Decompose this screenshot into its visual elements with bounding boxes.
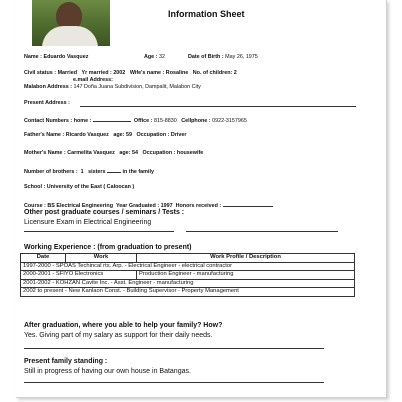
honors-label: Honors received : bbox=[175, 203, 222, 209]
dob-value: May 26, 1975 bbox=[225, 54, 258, 60]
name-value: Eduardo Vasquez bbox=[43, 54, 89, 60]
work-heading: Working Experience : (from graduation to present) bbox=[24, 244, 192, 251]
table-cell bbox=[21, 262, 355, 271]
table-row bbox=[21, 262, 355, 271]
email-label: e.mail Address: bbox=[73, 77, 113, 83]
yr-married-label: Yr married : bbox=[81, 70, 112, 76]
school-row bbox=[24, 185, 134, 190]
father-value: Ricardo Vasquez bbox=[65, 132, 109, 138]
table-header-row bbox=[21, 254, 355, 263]
contact-row bbox=[24, 117, 247, 124]
father-occupation-value: Driver bbox=[170, 132, 187, 138]
contact-label: Contact Numbers : home : bbox=[24, 118, 92, 124]
table-row bbox=[21, 279, 355, 288]
school-value: University of the East ( Caloocan ) bbox=[46, 184, 135, 190]
column-header-profile: Work Profile / Description bbox=[137, 254, 355, 263]
father-age-label: age: bbox=[113, 132, 125, 138]
row-date: 2001-2002 bbox=[23, 279, 51, 286]
office-value: 815-8830 bbox=[153, 118, 177, 124]
mother-age-value: 54 bbox=[131, 150, 138, 156]
row-date: 1997-2000 bbox=[23, 262, 51, 269]
wife-label: Wife's name : bbox=[129, 70, 165, 76]
present-address-label: Present Address : bbox=[24, 100, 70, 106]
name-row bbox=[24, 55, 88, 60]
standing-answer: Still in progress of having our own house in Batangas. bbox=[24, 368, 191, 375]
help-question: After graduation, where you able to help your family? How? bbox=[24, 322, 223, 329]
name-label: Name : bbox=[24, 54, 42, 60]
dob-row bbox=[188, 55, 258, 60]
brothers-value: 1 bbox=[80, 169, 84, 175]
cell-label: Cellphone : bbox=[181, 118, 211, 124]
malabon-value: 147 Doña Juana Subdivision, Dampalit, Malabon City bbox=[73, 84, 201, 90]
row-text: - New Kanlaon Const. - Building Supervisor - Property Management bbox=[64, 288, 239, 295]
honors-blank bbox=[223, 202, 273, 207]
father-age-value: 59 bbox=[125, 132, 132, 138]
row-date: 2000-2001 bbox=[23, 271, 51, 278]
school-label: School : bbox=[24, 184, 46, 190]
age-value: 32 bbox=[158, 54, 165, 60]
table-cell bbox=[21, 271, 137, 280]
family-suffix: in the family bbox=[122, 169, 154, 175]
column-header-work: Work bbox=[66, 254, 137, 263]
siblings-row bbox=[24, 168, 154, 175]
page-title: Information Sheet bbox=[168, 9, 245, 19]
dob-label: Date of Birth : bbox=[188, 54, 224, 60]
course-label: Course : bbox=[24, 203, 46, 209]
work-experience-table bbox=[20, 253, 355, 297]
civil-status-label: Civil status : bbox=[24, 70, 57, 76]
age-row bbox=[144, 55, 165, 60]
sisters-label: sisters bbox=[88, 169, 106, 175]
yr-married-value: 2002 bbox=[113, 70, 126, 76]
course-value: BS Electrical Engineering bbox=[47, 203, 113, 209]
post-grad-line-1 bbox=[24, 231, 174, 232]
column-header-date: Date bbox=[21, 254, 66, 263]
father-row bbox=[24, 133, 187, 138]
standing-answer-line bbox=[24, 382, 324, 383]
post-grad-line-2 bbox=[186, 231, 338, 232]
post-grad-heading: Other post graduate courses / seminars / Tests : bbox=[24, 209, 185, 216]
table-row bbox=[21, 288, 355, 297]
mother-occupation-label: Occupation : bbox=[142, 150, 176, 156]
present-address-line bbox=[80, 106, 356, 107]
wife-value: Rosaline bbox=[165, 70, 189, 76]
row-date: 2002 to present bbox=[23, 288, 64, 295]
table-cell: Production Engineer - manufacturing bbox=[137, 271, 355, 280]
brothers-label: Number of brothers : bbox=[24, 169, 78, 175]
sisters-blank bbox=[107, 168, 121, 173]
standing-question: Present family standing : bbox=[24, 358, 108, 365]
table-cell bbox=[21, 279, 355, 288]
help-answer: Yes. Giving part of my salary as support for their daily needs. bbox=[24, 332, 213, 339]
mother-row bbox=[24, 151, 203, 156]
row-text: - SPOAS Techincal rts. Arp. - Electrical Engineer - electrical contractor bbox=[52, 262, 233, 269]
mother-occupation-value: housewife bbox=[176, 150, 204, 156]
father-occupation-label: Occupation : bbox=[136, 132, 170, 138]
mother-value: Carmelita Vasquez bbox=[67, 150, 115, 156]
children-label: No. of children: bbox=[192, 70, 233, 76]
mother-age-label: age: bbox=[119, 150, 131, 156]
table-cell bbox=[21, 288, 355, 297]
help-answer-line bbox=[24, 348, 324, 349]
email-row bbox=[73, 78, 113, 83]
civil-status-value: Married bbox=[57, 70, 78, 76]
portrait-photo bbox=[32, 0, 110, 46]
mother-label: Mother's Name : bbox=[24, 150, 66, 156]
present-address-row bbox=[24, 101, 70, 106]
table-row bbox=[21, 271, 355, 280]
row-text: - KOHZAN Cavite Inc. - Asst. Engineer - manufacturing bbox=[52, 279, 194, 286]
malabon-label: Malabon Address : bbox=[24, 84, 73, 90]
portrait-shirt bbox=[42, 26, 98, 46]
civil-status-row bbox=[24, 71, 237, 76]
children-value: 2 bbox=[233, 70, 237, 76]
home-number-blank bbox=[93, 117, 131, 122]
age-label: Age : bbox=[144, 54, 158, 60]
father-label: Father's Name : bbox=[24, 132, 65, 138]
row-text: - SFIYO Electronics bbox=[52, 271, 104, 278]
cell-value: 0922-3157965 bbox=[212, 118, 247, 124]
post-grad-value: Licensure Exam in Electrical Engineering bbox=[24, 219, 152, 226]
office-label: Office : bbox=[133, 118, 153, 124]
malabon-row bbox=[24, 85, 201, 90]
year-graduated-label: Year Graduated : bbox=[115, 203, 160, 209]
year-graduated-value: 1997 bbox=[160, 203, 173, 209]
